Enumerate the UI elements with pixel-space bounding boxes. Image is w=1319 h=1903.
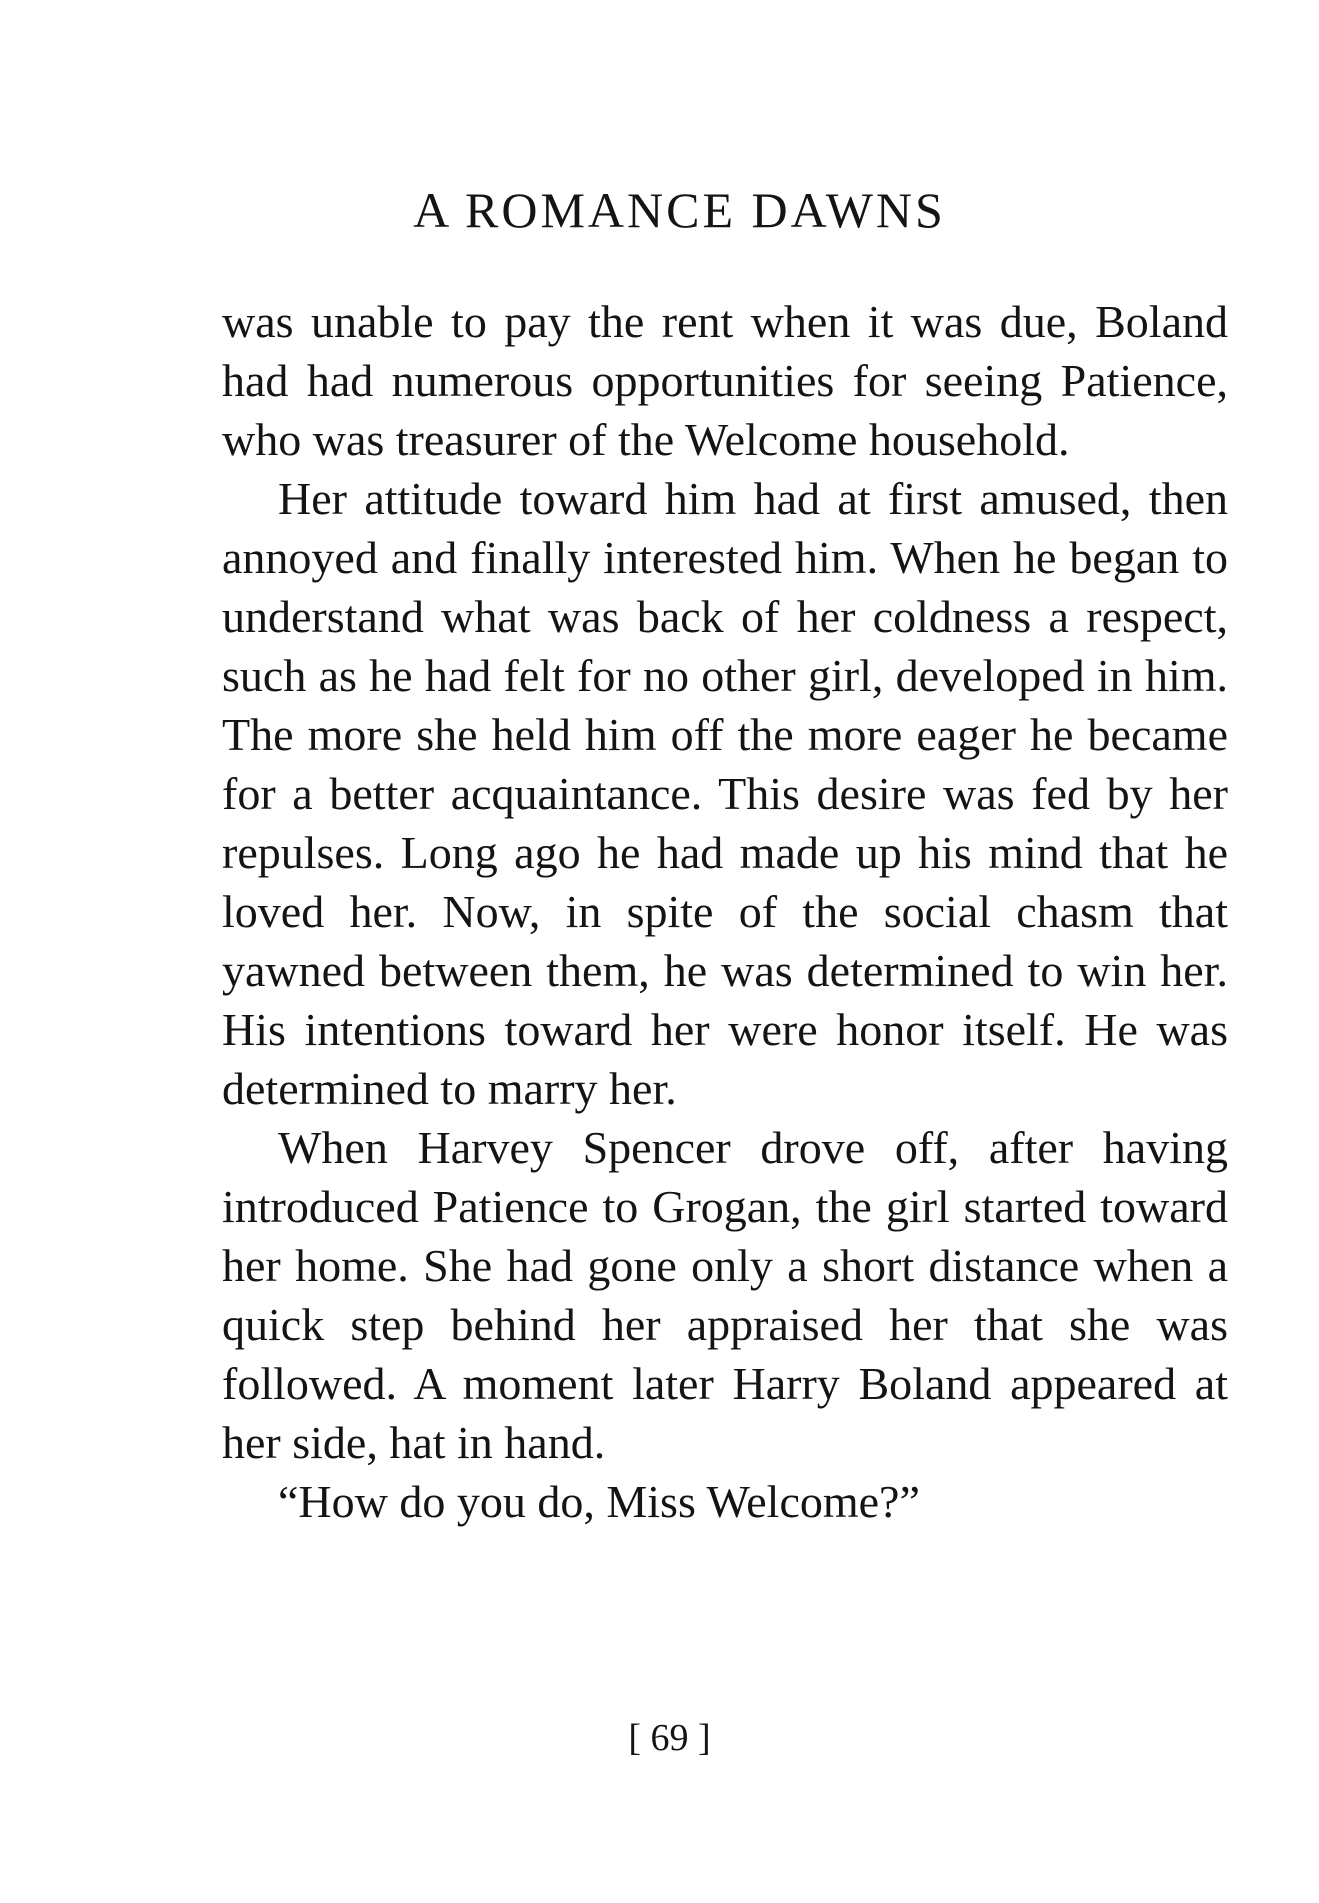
running-head: A ROMANCE DAWNS xyxy=(413,182,946,238)
paragraph-dialogue: “How do you do, Miss Welcome?” xyxy=(278,1476,920,1527)
body-text xyxy=(222,292,1228,1531)
page-number: [ 69 ] xyxy=(628,1717,711,1759)
paragraph: When Harvey Spencer drove off, after having introduced Patience to Grogan, the girl started toward her home. She had gone only a short distance when a quick step behind her appraised her that she was followed. A moment later Harry Boland appeared at her side, hat in hand. xyxy=(222,1122,1228,1468)
paragraph-continued: was unable to pay the rent when it was due, Boland had had numerous opportunities for seeing Patience, who was treasurer of the Welcome household. xyxy=(222,296,1228,465)
paragraph: Her attitude toward him had at first amused, then annoyed and finally interested him. When he began to understand what was back of her coldness a respect, such as he had felt for no other girl, developed in him. The more she held him off the more eager he became for a better acquaintance. This desire was fed by her repulses. Long ago he had made up his mind that he loved her. Now, in spite of the social chasm that yawned between them, he was determined to win her. His intentions toward her were honor itself. He was determined to marry her. xyxy=(222,473,1228,1114)
